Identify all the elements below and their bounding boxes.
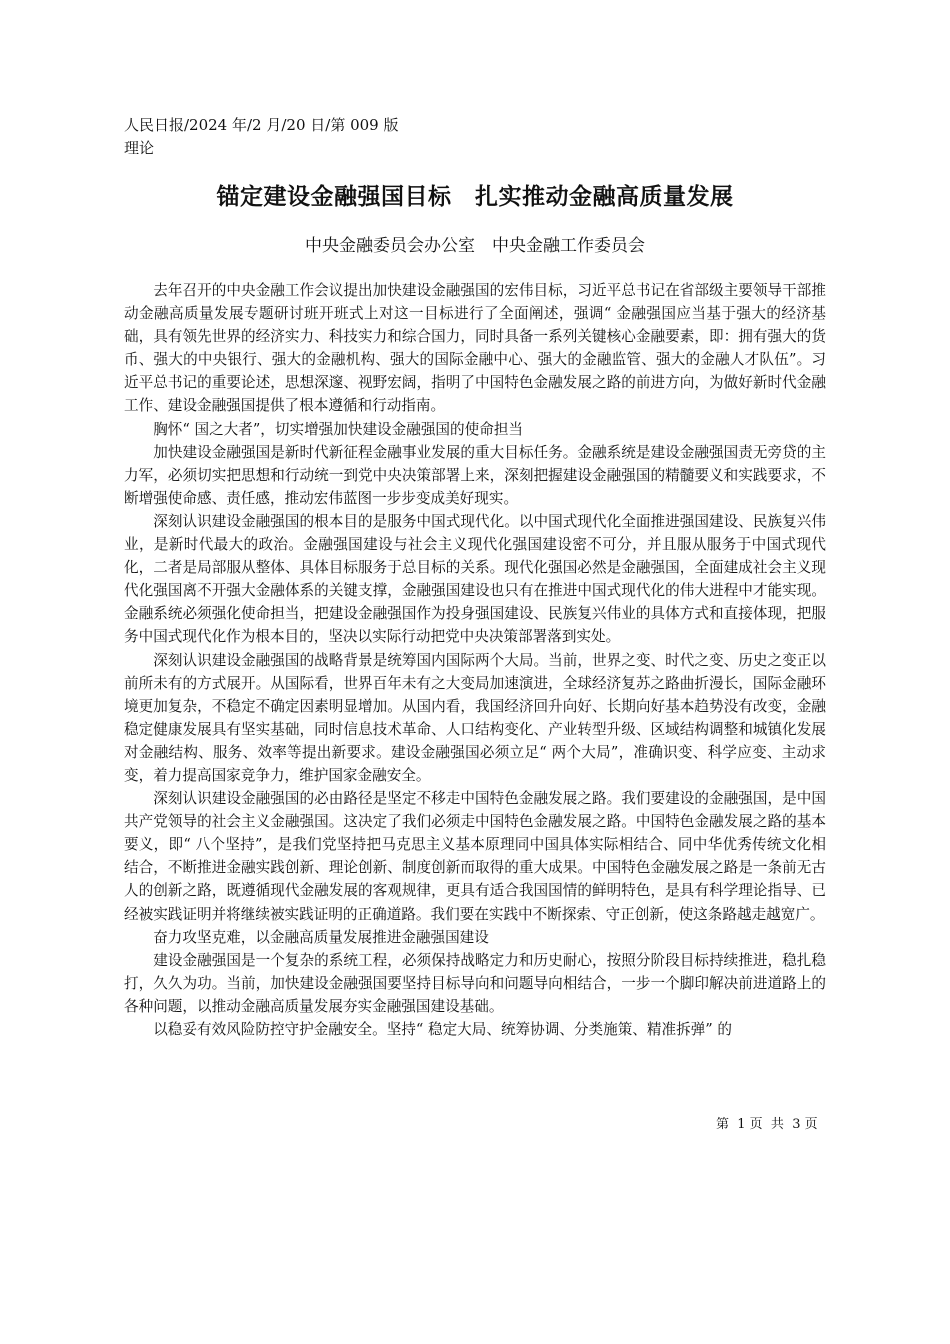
- section-heading: 胸怀“ 国之大者”，切实增强加快建设金融强国的使命担当: [153, 420, 524, 438]
- article-body: [124, 279, 826, 1041]
- section-heading: 奋力攻坚克难，以金融高质量发展推进金融强国建设: [153, 928, 489, 946]
- article-authors: 中央金融委员会办公室 中央金融工作委员会: [305, 236, 645, 256]
- paragraph: 加快建设金融强国是新时代新征程金融事业发展的重大目标任务。金融系统是建设金融强国责无旁贷的主力军，必须切实把思想和行动统一到党中央决策部署上来，深刻把握建设金融强国的精髓要义和实践要求，不断增强使命感、责任感，推动宏伟蓝图一步步变成美好现实。: [124, 443, 826, 507]
- paragraph: 深刻认识建设金融强国的必由路径是坚定不移走中国特色金融发展之路。我们要建设的金融强国，是中国共产党领导的社会主义金融强国。这决定了我们必须走中国特色金融发展之路。中国特色金融发展之路的基本要义，即“ 八个坚持”，是我们党坚持把马克思主义基本原理同中国具体实际相结合、同中华优秀传统文化相结合，不断推进金融实践创新、理论创新、制度创新而取得的重大成果。中国特色金融发展之路是一条前无古人的创新之路，既遵循现代金融发展的客观规律，更具有适合我国国情的鲜明特色，是具有科学理论指导、已经被实践证明并将继续被实践证明的正确道路。我们要在实践中不断探索、守正创新，使这条路越走越宽广。: [124, 790, 826, 923]
- paragraph: 深刻认识建设金融强国的战略背景是统筹国内国际两个大局。当前，世界之变、时代之变、历史之变正以前所未有的方式展开。从国际看，世界百年未有之大变局加速演进，全球经济复苏之路曲折漫长，国际金融环境更加复杂，不稳定不确定因素明显增加。从国内看，我国经济回升向好、长期向好基本趋势没有改变，金融稳定健康发展具有坚实基础，同时信息技术革命、人口结构变化、产业转型升级、区域结构调整和城镇化发展对金融结构、服务、效率等提出新要求。建设金融强国必须立足“ 两个大局”，准确识变、科学应变、主动求变，着力提高国家竞争力，维护国家金融安全。: [124, 651, 826, 784]
- paragraph: 建设金融强国是一个复杂的系统工程，必须保持战略定力和历史耐心，按照分阶段目标持续推进，稳扎稳打，久久为功。当前，加快建设金融强国要坚持目标导向和问题导向相结合，一步一个脚印解决前进道路上的各种问题，以推动金融高质量发展夯实金融强国建设基础。: [124, 951, 826, 1015]
- article-title: 锚定建设金融强国目标 扎实推动金融高质量发展: [216, 184, 734, 210]
- paragraph: 去年召开的中央金融工作会议提出加快建设金融强国的宏伟目标，习近平总书记在省部级主要领导干部推动金融高质量发展专题研讨班开班式上对这一目标进行了全面阐述，强调“ 金融强国应当基于强大的经济基础，具有领先世界的经济实力、科技实力和综合国力，同时具备一系列关键核心金融要素，即：拥有强大的货币、强大的中央银行、强大的金融机构、强大的国际金融中心、强大的金融监管、强大的金融人才队伍”。习近平总书记的重要论述，思想深邃、视野宏阔，指明了中国特色金融发展之路的前进方向，为做好新时代金融工作、建设金融强国提供了根本遵循和行动指南。: [124, 282, 826, 415]
- paragraph: 以稳妥有效风险防控守护金融安全。坚持“ 稳定大局、统筹协调、分类施策、精准拆弹” 的: [153, 1021, 732, 1038]
- source-line: 人民日报/2024 年/2 月/20 日/第 009 版理论: [124, 116, 399, 157]
- paragraph: 深刻认识建设金融强国的根本目的是服务中国式现代化。以中国式现代化全面推进强国建设、民族复兴伟业，是新时代最大的政治。金融强国建设与社会主义现代化强国建设密不可分，并且服从服务于中国式现代化，二者是局部服从整体、具体目标服务于总目标的关系。现代化强国必然是金融强国，全面建成社会主义现代化强国离不开强大金融体系的关键支撑，金融强国建设也只有在推进中国式现代化的伟大进程中才能实现。金融系统必须强化使命担当，把建设金融强国作为投身强国建设、民族复兴伟业的具体方式和直接体现，把服务中国式现代化作为根本目的，坚决以实际行动把党中央决策部署落到实处。: [124, 512, 826, 646]
- page-number: 第 1 页 共 3 页: [716, 1117, 818, 1132]
